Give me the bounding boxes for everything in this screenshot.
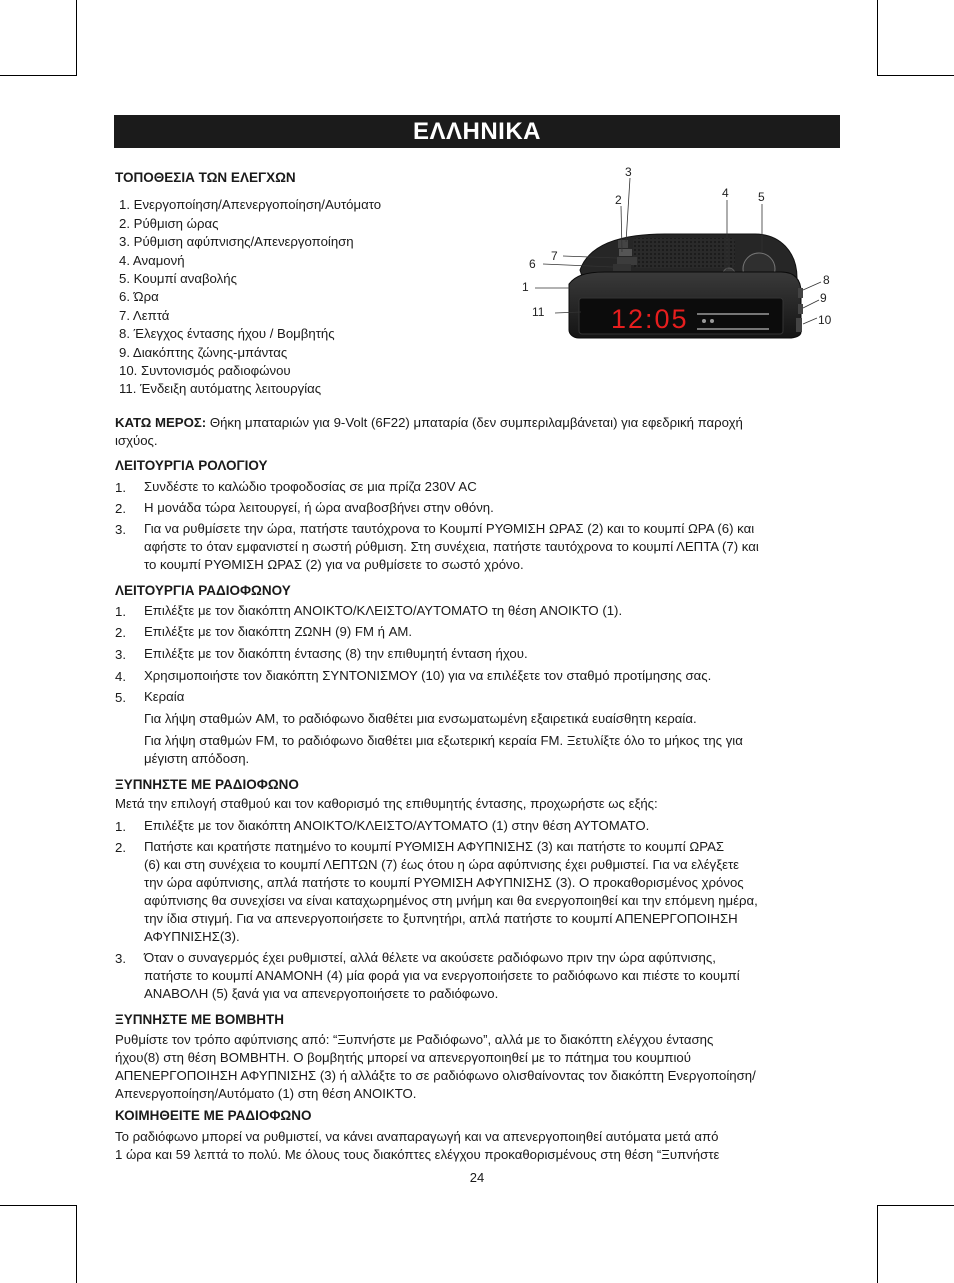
callout-11: 11 [532, 305, 545, 319]
wake-buzzer-text [115, 1031, 843, 1103]
item-line: Για λήψη σταθμών FM, το ραδιόφωνο διαθέτει μια εξωτερική κεραία FM. Ξετυλίξτε όλο το μήκος της για [144, 733, 743, 748]
item-line: ήχου(8) στη θέση ΒΟΜΒΗΤΗ. Ο βομβητής μπορεί να απενεργοποιηθεί με το πάτημα του κουμπιού [115, 1050, 691, 1065]
callout-9: 9 [820, 291, 827, 305]
item-line: την ώρα αφύπνισης, απλά πατήστε το κουμπί ΡΥΘΜΙΣΗ ΑΦΥΠΝΙΣΗΣ (3). Ο προκαθορισμένος χρόνος [144, 875, 744, 890]
crop-mark [877, 75, 954, 76]
list-item [144, 838, 844, 946]
bottom-note [115, 414, 843, 450]
bottom-text: Θήκη μπαταριών για 9-Volt (6F22) μπαταρία (δεν συμπεριλαμβάνεται) για εφεδρική παροχή [209, 415, 743, 430]
list-item: 5. Κουμπί αναβολής [119, 271, 237, 286]
volume-dial [798, 288, 803, 298]
list-item: 1. Ενεργοποίηση/Απενεργοποίηση/Αυτόματο [119, 197, 382, 212]
controls-heading: ΤΟΠΟΘΕΣΙΑ ΤΩΝ ΕΛΕΓΧΩΝ [115, 170, 296, 185]
wake-radio-heading: ΞΥΠΝΗΣΤΕ ΜΕ ΡΑΔΙΟΦΩΝΟ [115, 777, 299, 792]
list-item: 3. Ρύθμιση αφύπνισης/Απενεργοποίηση [119, 234, 354, 249]
item-line: Απενεργοποίηση/Αυτόματο (1) στη θέση ΑΝΟΙΚΤΟ. [115, 1086, 417, 1101]
list-item [144, 949, 844, 1003]
callout-5: 5 [758, 190, 765, 204]
minute-button [617, 257, 637, 265]
radio-heading: ΛΕΙΤΟΥΡΓΙΑ ΡΑΔΙΟΦΩΝΟΥ [115, 583, 291, 598]
callout-10: 10 [818, 313, 832, 327]
alarm-set-button [619, 249, 632, 256]
item-line: ΑΦΥΠΝΙΣΗΣ(3). [144, 929, 240, 944]
bottom-text: ισχύος. [115, 433, 158, 448]
callout-1: 1 [522, 280, 529, 294]
callout-8: 8 [823, 273, 830, 287]
list-item: 11. Ένδειξη αυτόματης λειτουργίας [119, 381, 322, 396]
list-item [144, 499, 844, 517]
callout-7: 7 [551, 249, 558, 263]
list-number: 3. [115, 951, 126, 966]
list-number: 1. [115, 819, 126, 834]
sleep-heading: ΚΟΙΜΗΘΕΙΤΕ ΜΕ ΡΑΔΙΟΦΩΝΟ [115, 1108, 312, 1123]
item-line: αφύπνισης θα συνεχίσει να είναι καταχωρημένος στη μνήμη και θα ενεργοποιηθεί και την επόμενη ημέρα, [144, 893, 758, 908]
item-line: Η μονάδα τώρα λειτουργεί, ή ώρα αναβοσβήνει στην οθόνη. [144, 500, 494, 515]
item-line: Το ραδιόφωνο μπορεί να ρυθμιστεί, να κάνει αναπαραγωγή και να απενεργοποιηθεί αυτόματα μετά από [115, 1129, 719, 1144]
list-number: 2. [115, 501, 126, 516]
item-line: αφήστε το όταν εμφανιστεί η σωστή ρύθμιση. Στη συνέχεια, πατήστε ταυτόχρονα το κουμπί ΛΕΠΤΑ (7) και [144, 539, 759, 554]
page-number: 24 [469, 1170, 485, 1185]
item-line: Όταν ο συναγερμός έχει ρυθμιστεί, αλλά θέλετε να ακούσετε ραδιόφωνο πριν την ώρα αφύπνισης, [144, 950, 716, 965]
callout-4: 4 [722, 186, 729, 200]
item-line: ΑΠΕΝΕΡΓΟΠΟΙΗΣΗ ΑΦΥΠΝΙΣΗΣ (3) ή αλλάξτε το σε ραδιόφωνο ολισθαίνοντας τον διακόπτη Ενεργοποίηση/ [115, 1068, 756, 1083]
list-item: Επιλέξτε με τον διακόπτη έντασης (8) την επιθυμητή ένταση ήχου. [144, 646, 528, 661]
item-line: Για να ρυθμίσετε την ώρα, πατήστε ταυτόχρονα το Κουμπί ΡΥΘΜΙΣΗ ΩΡΑΣ (2) και το κουμπί ΩΡΑ (6) και [144, 521, 755, 536]
language-banner: ΕΛΛΗΝΙΚΑ [114, 115, 840, 148]
list-number: 5. [115, 690, 126, 705]
frequency-scale [697, 328, 769, 330]
list-item [144, 478, 844, 496]
list-item: 8. Έλεγχος έντασης ήχου / Βομβητής [119, 326, 335, 341]
list-item: Επιλέξτε με τον διακόπτη ΑΝΟΙΚΤΟ/ΚΛΕΙΣΤΟ/ΑΥΤΟΜΑΤΟ (1) στην θέση ΑΥΤΟΜΑΤΟ. [144, 818, 650, 833]
band-switch [798, 304, 803, 314]
antenna-am-text: Για λήψη σταθμών AM, το ραδιόφωνο διαθέτει μια ενσωματωμένη εξαιρετικά ευαίσθητη κεραία. [144, 711, 697, 726]
frequency-scale [697, 313, 769, 315]
item-line: Συνδέστε το καλώδιο τροφοδοσίας σε μια πρίζα 230V AC [144, 479, 477, 494]
time-set-button [618, 240, 628, 248]
item-line: ΑΝΑΒΟΛΗ (5) ξανά για να απενεργοποιήσετε το ραδιόφωνο. [144, 986, 499, 1001]
item-line: την ίδια στιγμή. Για να απενεργοποιήσετε το ξυπνητήρι, απλά πατήστε το κουμπί ΑΠΕΝΕΡΓΟΠΟΙΗΣΗ [144, 911, 738, 926]
callout-3: 3 [625, 165, 632, 179]
item-line: Ρυθμίστε τον τρόπο αφύπνισης από: “Ξυπνήστε με Ραδιόφωνο”, αλλά με το διακόπτη ελέγχου έντασης [115, 1032, 714, 1047]
list-item: 6. Ώρα [119, 289, 159, 304]
item-line: (6) και στη συνέχεια το κουμπί ΛΕΠΤΩΝ (7) έως ότου η ώρα αφύπνισης έχει ρυθμιστεί. Για να ελέγξετε [144, 857, 740, 872]
list-item: Κεραία [144, 689, 185, 704]
list-item: 9. Διακόπτης ζώνης-μπάντας [119, 344, 288, 360]
crop-mark [76, 1205, 77, 1283]
list-item: 2. Ρύθμιση ώρας [119, 215, 219, 231]
crop-mark [0, 1205, 76, 1206]
list-item: Χρησιμοποιήστε τον διακόπτη ΣΥΝΤΟΝΙΣΜΟΥ (10) για να επιλέξετε τον σταθμό προτίμησης σας. [144, 668, 712, 683]
crop-mark [76, 0, 77, 76]
crop-mark [0, 75, 76, 76]
speaker-grille [633, 238, 735, 268]
crop-mark [877, 1205, 954, 1206]
bottom-label: ΚΑΤΩ ΜΕΡΟΣ: [115, 415, 207, 430]
list-number: 1. [115, 604, 126, 619]
band-marker [710, 319, 714, 323]
item-line: πατήστε το κουμπί ΑΝΑΜΟΝΗ (4) μία φορά για να ενεργοποιήσετε το ραδιόφωνο και πιέστε το κουμπί [144, 968, 740, 983]
hour-button [613, 264, 631, 271]
list-number: 1. [115, 480, 126, 495]
clock-heading: ΛΕΙΤΟΥΡΓΙΑ ΡΟΛΟΓΙΟΥ [115, 458, 268, 473]
item-line: 1 ώρα και 59 λεπτά το πολύ. Με όλους τους διακόπτες ελέγχου προκαθορισμένους στη θέση “Ξυπνήστε [115, 1147, 720, 1162]
list-number: 3. [115, 647, 126, 662]
list-number: 2. [115, 625, 126, 640]
wake-buzzer-heading: ΞΥΠΝΗΣΤΕ ΜΕ ΒΟΜΒΗΤΗ [115, 1012, 285, 1027]
list-item: 10. Συντονισμός ραδιοφώνου [119, 363, 291, 378]
callout-2: 2 [615, 193, 622, 207]
list-number: 2. [115, 840, 126, 855]
antenna-fm-text [144, 732, 844, 768]
wake-radio-intro: Μετά την επιλογή σταθμού και τον καθορισμό της επιθυμητής έντασης, προχωρήστε ως εξής: [115, 796, 658, 811]
list-item: Επιλέξτε με τον διακόπτη ΑΝΟΙΚΤΟ/ΚΛΕΙΣΤΟ/ΑΥΤΟΜΑΤΟ τη θέση ΑΝΟΙΚΤΟ (1). [144, 603, 623, 618]
crop-mark [877, 0, 878, 76]
list-item: 7. Λεπτά [119, 307, 170, 323]
clock-radio-illustration [505, 160, 845, 340]
item-line: Πατήστε και κρατήστε πατημένο το κουμπί ΡΥΘΜΙΣΗ ΑΦΥΠΝΙΣΗΣ (3) και πατήστε το κουμπί ΩΡΑΣ [144, 839, 725, 854]
band-marker [702, 319, 706, 323]
list-item: 4. Αναμονή [119, 252, 185, 268]
list-number: 4. [115, 669, 126, 684]
list-item: Επιλέξτε με τον διακόπτη ΖΩΝΗ (9) FM ή AM. [144, 624, 413, 639]
item-line: μέγιστη απόδοση. [144, 751, 250, 766]
crop-mark [877, 1205, 878, 1283]
callout-6: 6 [529, 257, 536, 271]
sleep-text [115, 1128, 843, 1164]
list-number: 3. [115, 522, 126, 537]
tuning-dial [796, 318, 802, 332]
display-digits: 12:05 [611, 304, 689, 334]
list-item [144, 520, 844, 574]
item-line: το κουμπί ΡΥΘΜΙΣΗ ΩΡΑΣ (2) για να ρυθμίσετε το σωστό χρόνο. [144, 557, 524, 572]
